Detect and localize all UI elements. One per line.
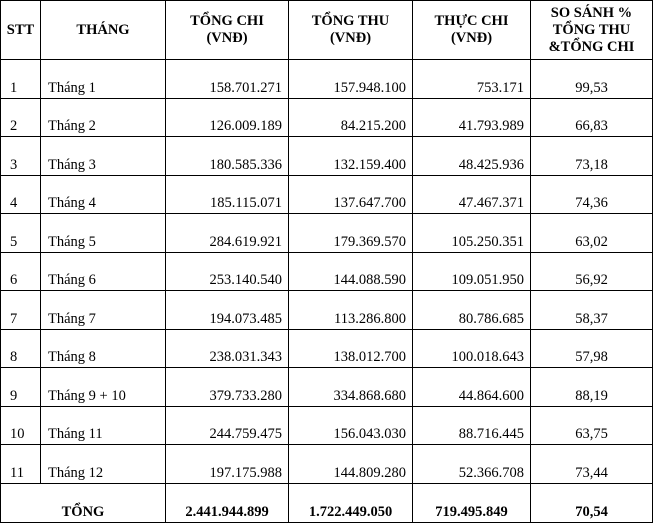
row-stt: 8: [1, 329, 41, 368]
row-total-income: 334.868.680: [289, 368, 413, 407]
row-total-income: 156.043.030: [289, 406, 413, 445]
header-comparison-percent: SO SÁNH % TỔNG THU &TỔNG CHI: [531, 1, 653, 60]
row-comparison-percent: 73,44: [531, 445, 653, 484]
table-row: [1, 60, 653, 99]
header-total-expense: TỔNG CHI (VNĐ): [166, 1, 289, 60]
header-row: [1, 1, 653, 60]
row-total-income: 132.159.400: [289, 137, 413, 176]
row-comparison-percent: 58,37: [531, 291, 653, 330]
table-row: [1, 98, 653, 137]
row-total-expense: 284.619.921: [166, 214, 289, 253]
row-total-expense: 244.759.475: [166, 406, 289, 445]
header-stt: STT: [1, 1, 41, 60]
row-comparison-percent: 57,98: [531, 329, 653, 368]
row-month: Tháng 6: [41, 252, 166, 291]
row-net-expense: 41.793.989: [413, 98, 531, 137]
row-stt: 3: [1, 137, 41, 176]
row-stt: 11: [1, 445, 41, 484]
row-total-expense: 238.031.343: [166, 329, 289, 368]
row-month: Tháng 11: [41, 406, 166, 445]
table-row: [1, 445, 653, 484]
row-net-expense: 100.018.643: [413, 329, 531, 368]
row-comparison-percent: 66,83: [531, 98, 653, 137]
row-comparison-percent: 56,92: [531, 252, 653, 291]
row-net-expense: 44.864.600: [413, 368, 531, 407]
row-comparison-percent: 63,02: [531, 214, 653, 253]
row-net-expense: 52.366.708: [413, 445, 531, 484]
row-total-expense: 197.175.988: [166, 445, 289, 484]
row-month: Tháng 1: [41, 60, 166, 99]
row-total-income: 138.012.700: [289, 329, 413, 368]
header-month: THÁNG: [41, 1, 166, 60]
row-comparison-percent: 73,18: [531, 137, 653, 176]
table-row: [1, 406, 653, 445]
row-net-expense: 109.051.950: [413, 252, 531, 291]
row-comparison-percent: 88,19: [531, 368, 653, 407]
table-row: [1, 214, 653, 253]
table-row: [1, 291, 653, 330]
row-total-income: 113.286.800: [289, 291, 413, 330]
row-total-expense: 379.733.280: [166, 368, 289, 407]
row-month: Tháng 8: [41, 329, 166, 368]
row-total-expense: 194.073.485: [166, 291, 289, 330]
row-total-income: 137.647.700: [289, 175, 413, 214]
table-row: [1, 137, 653, 176]
row-net-expense: 48.425.936: [413, 137, 531, 176]
row-total-income: 144.809.280: [289, 445, 413, 484]
row-comparison-percent: 63,75: [531, 406, 653, 445]
row-total-income: 84.215.200: [289, 98, 413, 137]
row-total-income: 157.948.100: [289, 60, 413, 99]
row-month: Tháng 12: [41, 445, 166, 484]
row-total-expense: 126.009.189: [166, 98, 289, 137]
row-month: Tháng 9 + 10: [41, 368, 166, 407]
row-month: Tháng 5: [41, 214, 166, 253]
row-total-expense: 158.701.271: [166, 60, 289, 99]
table-row: [1, 329, 653, 368]
total-expense: 2.441.944.899: [166, 483, 289, 522]
row-stt: 9: [1, 368, 41, 407]
row-net-expense: 88.716.445: [413, 406, 531, 445]
row-total-expense: 185.115.071: [166, 175, 289, 214]
row-total-expense: 253.140.540: [166, 252, 289, 291]
total-label: TỔNG: [1, 483, 166, 522]
row-month: Tháng 2: [41, 98, 166, 137]
header-total-income: TỔNG THU (VNĐ): [289, 1, 413, 60]
total-row: [1, 483, 653, 522]
row-total-income: 144.088.590: [289, 252, 413, 291]
table-row: [1, 175, 653, 214]
table-row: [1, 368, 653, 407]
row-stt: 5: [1, 214, 41, 253]
row-month: Tháng 7: [41, 291, 166, 330]
row-month: Tháng 3: [41, 137, 166, 176]
row-stt: 10: [1, 406, 41, 445]
row-month: Tháng 4: [41, 175, 166, 214]
row-net-expense: 753.171: [413, 60, 531, 99]
row-stt: 4: [1, 175, 41, 214]
row-stt: 6: [1, 252, 41, 291]
total-net-expense: 719.495.849: [413, 483, 531, 522]
row-stt: 7: [1, 291, 41, 330]
row-net-expense: 47.467.371: [413, 175, 531, 214]
row-net-expense: 80.786.685: [413, 291, 531, 330]
total-income: 1.722.449.050: [289, 483, 413, 522]
row-comparison-percent: 74,36: [531, 175, 653, 214]
row-total-expense: 180.585.336: [166, 137, 289, 176]
row-stt: 1: [1, 60, 41, 99]
table-row: [1, 252, 653, 291]
row-stt: 2: [1, 98, 41, 137]
row-comparison-percent: 99,53: [531, 60, 653, 99]
total-comparison-percent: 70,54: [531, 483, 653, 522]
header-net-expense: THỰC CHI (VNĐ): [413, 1, 531, 60]
row-net-expense: 105.250.351: [413, 214, 531, 253]
row-total-income: 179.369.570: [289, 214, 413, 253]
